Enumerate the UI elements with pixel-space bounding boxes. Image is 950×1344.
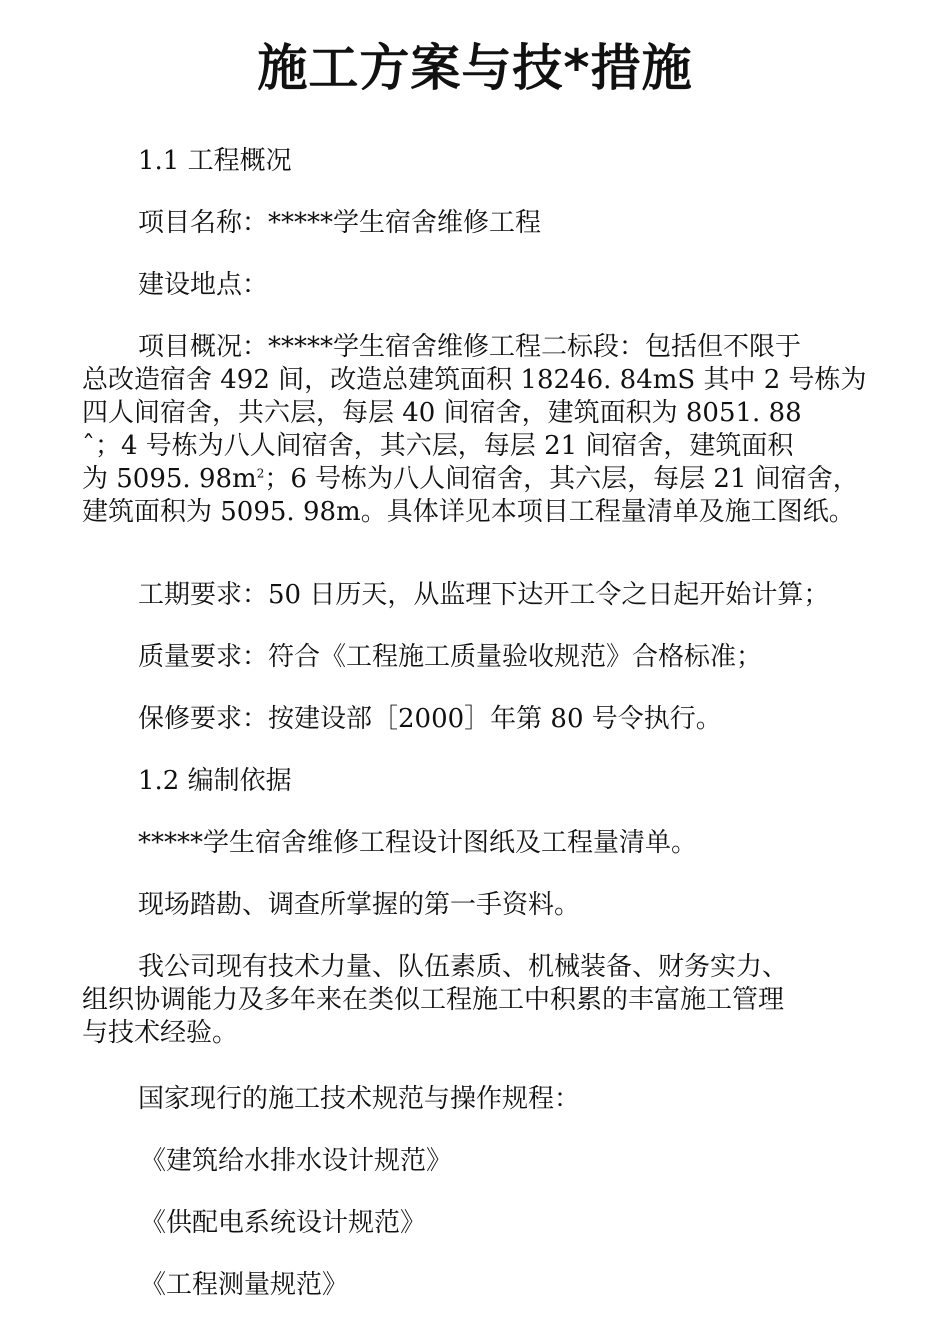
construction-location: 建设地点： <box>138 270 269 300</box>
schedule-requirement: 工期要求：50 日历天，从监理下达开工令之日起开始计算； <box>138 580 830 610</box>
basis-company-capability <box>82 951 874 1050</box>
overview-line: ˆ；4 号栋为八人间宿舍，其六层，每层 21 间宿舍，建筑面积 <box>82 431 794 461</box>
standard-item: 《工程测量规范》 <box>140 1270 349 1300</box>
document-title: 施工方案与技*措施 <box>257 39 693 97</box>
overview-line: 建筑面积为 5095. 98m。具体详见本项目工程量清单及施工图纸。 <box>82 497 855 527</box>
warranty-requirement: 保修要求：按建设部［2000］年第 80 号令执行。 <box>138 704 722 734</box>
section-heading-1-1: 1.1 工程概况 <box>138 146 292 176</box>
overview-line: 项目概况：*****学生宿舍维修工程二标段：包括但不限于 <box>138 332 802 362</box>
capability-line: 我公司现有技术力量、队伍素质、机械装备、财务实力、 <box>138 952 789 982</box>
basis-design-drawings: *****学生宿舍维修工程设计图纸及工程量清单。 <box>138 828 698 858</box>
project-name: 项目名称：*****学生宿舍维修工程 <box>138 208 542 238</box>
quality-requirement: 质量要求：符合《工程施工质量验收规范》合格标准； <box>138 642 763 672</box>
overview-line <box>82 463 874 496</box>
basis-site-survey: 现场踏勘、调查所掌握的第一手资料。 <box>138 890 581 920</box>
overview-line: 总改造宿舍 492 间，改造总建筑面积 18246. 84mS 其中 2 号栋为 <box>82 365 867 395</box>
section-heading-1-2: 1.2 编制依据 <box>138 766 292 796</box>
standard-item: 《建筑给水排水设计规范》 <box>140 1146 453 1176</box>
overview-line: 四人间宿舍，共六层，每层 40 间宿舍，建筑面积为 8051. 88 <box>82 398 802 428</box>
superscript: 2 <box>256 466 265 481</box>
overview-line-part: ；6 号栋为八人间宿舍，其六层，每层 21 间宿舍， <box>264 464 859 494</box>
project-overview <box>82 331 874 529</box>
overview-line-part: 为 5095. 98m <box>82 464 257 494</box>
capability-line: 与技术经验。 <box>82 1018 239 1048</box>
standard-item: 《供配电系统设计规范》 <box>140 1208 427 1238</box>
basis-national-standards: 国家现行的施工技术规范与操作规程： <box>138 1084 581 1114</box>
capability-line: 组织协调能力及多年来在类似工程施工中积累的丰富施工管理 <box>82 985 785 1015</box>
